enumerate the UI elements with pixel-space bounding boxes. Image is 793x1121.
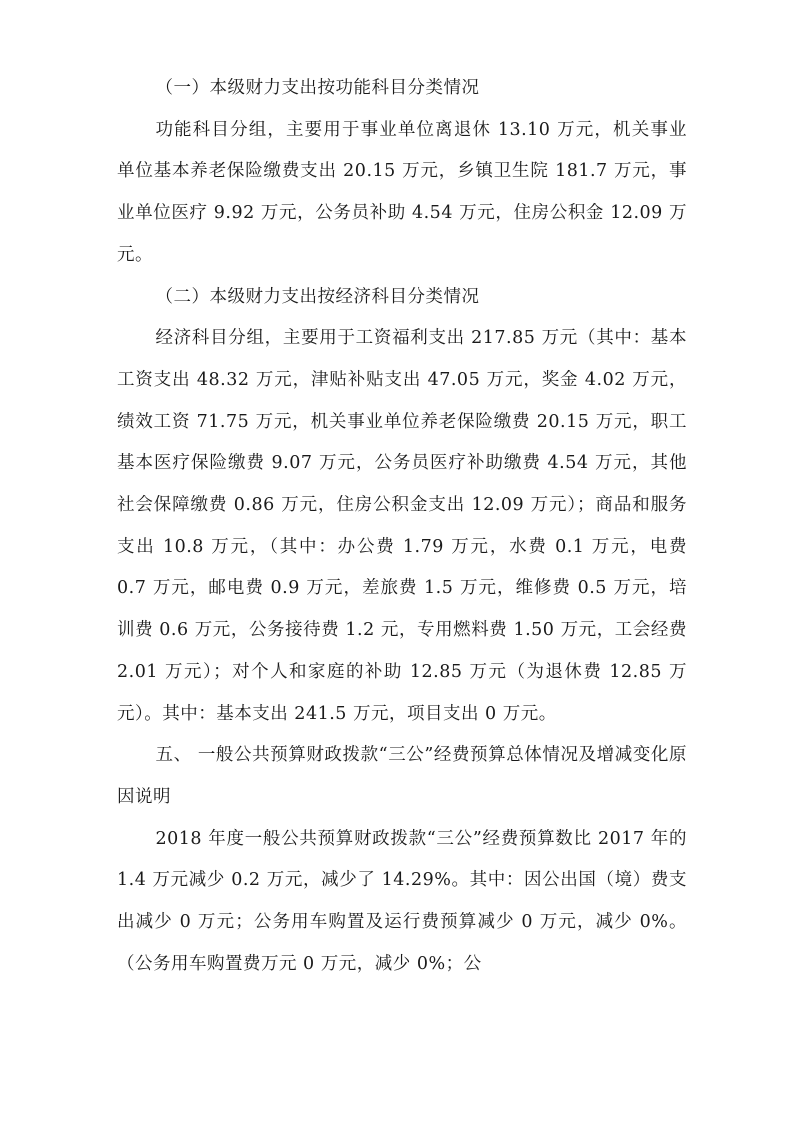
section-heading-functional: （一）本级财力支出按功能科目分类情况 bbox=[155, 78, 480, 98]
section-heading-three-public: 五、 一般公共预算财政拨款“三公”经费预算总体情况及增减变化原因说明 bbox=[117, 745, 687, 807]
document-body bbox=[117, 68, 687, 985]
paragraph-economic-details: 经济科目分组，主要用于工资福利支出 217.85 万元（其中：基本工资支出 48.32 万元，津贴补贴支出 47.05 万元，奖金 4.02 万元，绩效工资 71.75 万元，机关事业单位养老保险缴费 20.15 万元，职工基本医疗保险缴费 9.07 万元，公务员医疗补助缴费 4.54 万元，其他社会保障缴费 0.86 万元，住房公积金支出 12.09 万元）；商品和服务支出 10.8 万元，（其中：办公费 1.79 万元，水费 0.1 万元，电费 0.7 万元，邮电费 0.9 万元，差旅费 1.5 万元，维修费 0.5 万元，培训费 0.6 万元，公务接待费 1.2 元，专用燃料费 1.50 万元，工会经费 2.01 万元）；对个人和家庭的补助 12.85 万元（为退休费 12.85 万元）。其中：基本支出 241.5 万元，项目支出 0 万元。 bbox=[117, 328, 687, 724]
paragraph-three-public-details: 2018 年度一般公共预算财政拨款“三公”经费预算数比 2017 年的 1.4 万元减少 0.2 万元，减少了 14.29%。其中：因公出国（境）费支出减少 0 万元；公务用车购置及运行费预算减少 0 万元，减少 0%。（公务用车购置费万元 0 万元，减少 0%；公 bbox=[117, 828, 687, 974]
section-heading-economic: （二）本级财力支出按经济科目分类情况 bbox=[155, 286, 480, 307]
paragraph-functional-details: 功能科目分组，主要用于事业单位离退休 13.10 万元，机关事业单位基本养老保险缴费支出 20.15 万元，乡镇卫生院 181.7 万元，事业单位医疗 9.92 万元，公务员补助 4.54 万元，住房公积金 12.09 万元。 bbox=[117, 119, 687, 265]
